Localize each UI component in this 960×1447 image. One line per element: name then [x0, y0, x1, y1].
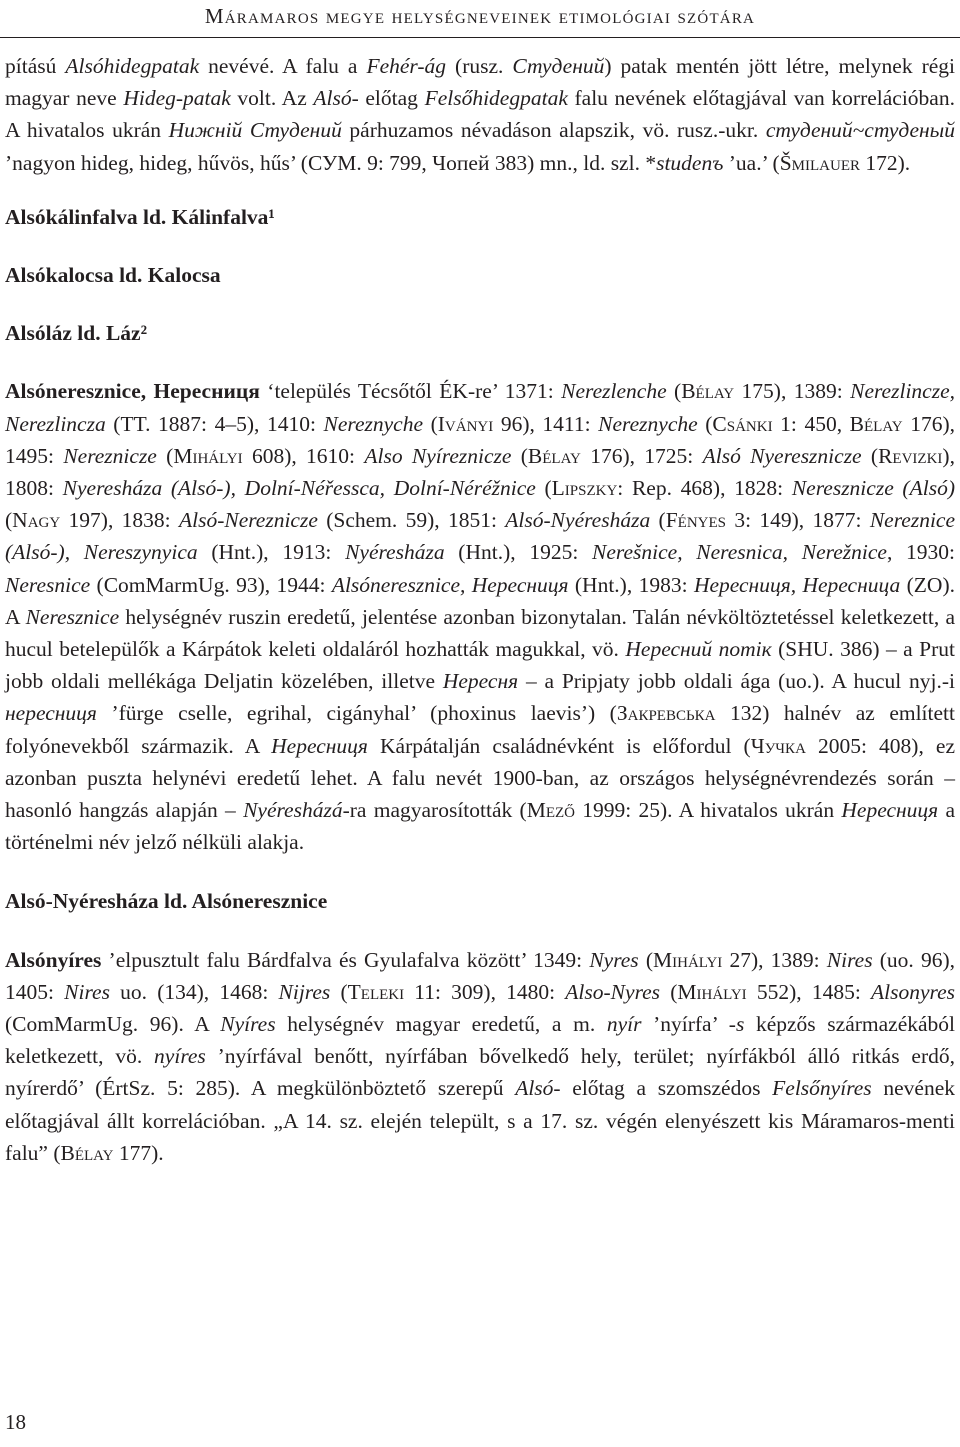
entry-text: (	[697, 411, 713, 436]
entry-text: ’nyírfával benőtt, nyírfában bővelkedő hely, terület; nyírfákból álló ritkás erdő, nyírerdő’ (ÉrtSz. 5: 285). A megkülönböztető szerepű	[5, 1044, 956, 1101]
entry-text: (	[535, 476, 552, 501]
entry-text: 176), 1725:	[580, 443, 703, 468]
entry-text: (TT. 1887: 4–5), 1410:	[105, 411, 324, 436]
italic-form: Nijres	[278, 979, 331, 1004]
entry-text: (Hnt.), 1983:	[568, 572, 694, 597]
italic-form: нересниця	[5, 701, 97, 726]
entry-text: (Hnt.), 1913:	[197, 540, 346, 565]
entry-text: ), 1808:	[5, 443, 955, 501]
entry-text: falu nevének előtagjával van korrelációban. A hivatalos ukrán	[5, 86, 955, 143]
dictionary-entry	[5, 50, 955, 179]
italic-form: Felsőhidegpatak	[424, 86, 568, 111]
headword: Alsó-Nyéresháza ld. Alsóneresznice	[5, 889, 328, 914]
italic-form: Нересниця	[841, 798, 939, 823]
headword: Alsóláz ld. Láz²	[5, 321, 148, 346]
source-citation: Nagy	[12, 508, 61, 533]
entry-text: a történelmi név jelző nélküli alakja.	[5, 798, 956, 855]
italic-form: Nereznyche	[598, 411, 698, 436]
entry-text: (SHU. 386) – a Prut jobb oldali mellékága Deljatin közelében, illetve	[5, 637, 955, 694]
entry-text: (ComMarmUg. 96). A	[5, 1012, 221, 1037]
source-citation: Iványi	[437, 411, 494, 436]
entry-text: előtag a szomszédos	[560, 1076, 773, 1101]
italic-form: Nereznicze	[63, 443, 157, 468]
entry-text: ’nyírfa’	[641, 1012, 729, 1037]
entry-text: képzős származékából keletkezett, vö.	[5, 1012, 956, 1069]
entry-text: (	[156, 443, 174, 468]
entry-text: (	[330, 979, 348, 1004]
entry-text: 2005: 408), ez azonban puszta helynévi eredetű lehet. A falu nevét 1900-ban, az országos helységnévrendezés során – hasonló hangzás alapján –	[5, 733, 956, 823]
dictionary-entry	[5, 944, 955, 1169]
cross-reference-entry	[5, 201, 955, 233]
italic-form: студений~студеный	[765, 118, 955, 143]
entry-text: volt. Az	[230, 86, 314, 111]
cross-reference-entry	[5, 317, 955, 349]
entry-text: ‘település Técsőtől ÉK-re’ 1371:	[259, 379, 562, 404]
italic-form: Hideg-patak	[123, 86, 231, 111]
entry-text: ) patak mentén jött létre, melynek régi magyar neve	[5, 54, 956, 111]
italic-form: Nereznyche	[323, 411, 424, 436]
italic-form: Neresznice	[25, 604, 120, 629]
entry-text: 172).	[860, 150, 911, 175]
source-citation: Чучка	[750, 733, 806, 758]
italic-form: Alsóneresznice, Нересниця	[331, 572, 569, 597]
italic-form: Also Nyíreznicze	[364, 443, 512, 468]
entry-text: 132) halnév az említett folyónevekből származik. A	[5, 701, 955, 758]
source-citation: Mihályi	[173, 443, 243, 468]
entry-text: : Rep. 468), 1828:	[617, 476, 792, 501]
entry-text: 11: 309), 1480:	[404, 979, 566, 1004]
entry-text: – a Pripjaty jobb oldali ága (uo.). A hucul nyj.-i	[518, 669, 956, 694]
cross-reference-entry	[5, 259, 955, 291]
source-citation: Mező	[526, 798, 575, 823]
entry-text: (	[660, 979, 678, 1004]
italic-form: Alsó-Nereznicze	[178, 508, 318, 533]
italic-form: Nires	[64, 979, 110, 1004]
italic-form: Neresznicze (Alsó)	[791, 476, 955, 501]
source-citation: Mihályi	[677, 979, 747, 1004]
entry-text: (uo. 96), 1405:	[5, 947, 955, 1004]
entry-text: helységnév magyar eredetű, a m.	[275, 1012, 607, 1037]
italic-form: Нересниця, Нересница	[693, 572, 901, 597]
source-citation: Csánki	[712, 411, 773, 436]
entry-text: nevévé. A falu a	[199, 54, 367, 78]
italic-form: Нижній Студений	[168, 118, 342, 143]
entry-text: pítású	[5, 54, 66, 78]
italic-form: studenъ	[656, 150, 724, 175]
entry-text: helységnév ruszin eredetű, jelentése azonban bizonytalan. Talán névköltöztetéssel keletkezett, a hucul betelepülők a Kárpátok keleti oldaláról hozhatták magukkal, vö.	[5, 604, 955, 662]
italic-form: Alsonyres	[871, 979, 956, 1004]
running-head: Máramaros megye helységneveinek etimológiai szótára	[204, 4, 756, 28]
italic-form: Nyéresháza	[345, 540, 445, 565]
entry-text: (	[5, 508, 13, 533]
source-citation: Bélay	[681, 379, 735, 404]
source-citation: Bélay	[60, 1140, 114, 1165]
italic-form: Alsó-	[313, 86, 359, 111]
page-number: 18	[5, 1410, 26, 1434]
entry-text: (	[638, 947, 654, 972]
entry-text: nevének előtagjával állt korrelációban. „A 14. sz. elején települt, s a 17. sz. végén elenyészett kis Máramaros-menti falu” (	[5, 1076, 955, 1165]
italic-form: nyíres	[154, 1044, 206, 1069]
entry-text: ’fürge cselle, egrihal, cigányhal’ (phoxinus laevis’) (	[96, 701, 617, 726]
cross-reference-entry	[5, 885, 955, 917]
source-citation: Bélay	[849, 411, 903, 436]
entry-text: előtag	[358, 86, 425, 111]
italic-form: Нересня	[442, 669, 519, 694]
entry-text: 176), 1495:	[5, 411, 955, 468]
italic-form: -s	[728, 1012, 745, 1037]
italic-form: Also-Nyres	[565, 979, 661, 1004]
entry-text: Kárpátalján családnévként is előfordul (	[367, 733, 751, 758]
italic-form: Nires	[826, 947, 873, 972]
entry-text: , 1930:	[886, 540, 955, 565]
italic-form: Студений	[512, 54, 605, 78]
entry-text: 552), 1485:	[746, 979, 872, 1004]
entries-body	[5, 50, 955, 1196]
entry-text: 1999: 25). A hivatalos ukrán	[574, 798, 842, 823]
source-citation: Šmilauer	[779, 150, 860, 175]
entry-text: 27), 1389:	[722, 947, 827, 972]
entry-text: (	[511, 443, 528, 468]
source-citation: Закревська	[616, 701, 716, 726]
italic-form: Нересний потік	[625, 637, 772, 662]
italic-form: Nerezlincze, Nerezlincza	[5, 379, 955, 436]
italic-form: Nereznice (Alsó-), Nereszynyica	[5, 508, 955, 565]
header-rule	[0, 37, 960, 38]
source-citation: Fényes	[665, 508, 726, 533]
dictionary-entry	[5, 375, 955, 858]
italic-form: Neresnice	[5, 572, 91, 597]
italic-form: nyír	[606, 1012, 642, 1037]
source-citation: Teleki	[347, 979, 405, 1004]
headword: Alsókalocsa ld. Kalocsa	[5, 263, 221, 288]
entry-text: (	[861, 443, 879, 468]
entry-text: (rusz.	[446, 54, 513, 78]
italic-form: Nyíres	[220, 1012, 276, 1037]
entry-text: 197), 1838:	[60, 508, 179, 533]
italic-form: Fehér-ág	[366, 54, 447, 78]
italic-form: Nerezlenche	[561, 379, 667, 404]
italic-form: Nyres	[589, 947, 639, 972]
entry-text: (ComMarmUg. 93), 1944:	[90, 572, 332, 597]
italic-form: Нересниця	[271, 733, 368, 758]
entry-text: 1: 450,	[772, 411, 850, 436]
entry-text: párhuzamos névadáson alapszik, vö. rusz.-ukr.	[341, 118, 766, 143]
entry-text: (Schem. 59), 1851:	[317, 508, 506, 533]
entry-text: 177).	[113, 1140, 164, 1165]
entry-text: (ZO). A	[5, 572, 955, 629]
italic-form: Nyéresházá	[243, 798, 343, 823]
entry-text: (	[423, 411, 438, 436]
italic-form: Felsőnyíres	[772, 1076, 872, 1101]
source-citation: Lipszky	[551, 476, 618, 501]
entry-text: 608), 1610:	[242, 443, 365, 468]
italic-form: Alsó-	[515, 1076, 561, 1101]
source-citation: Revizki	[878, 443, 943, 468]
entry-text: uo. (134), 1468:	[109, 979, 279, 1004]
entry-text: (	[650, 508, 666, 533]
source-citation: Bélay	[527, 443, 581, 468]
entry-text: 175), 1389:	[734, 379, 851, 404]
source-citation: Mihályi	[653, 947, 723, 972]
entry-text: -ra magyarosították (	[342, 798, 527, 823]
headword: Alsókálinfalva ld. Kálinfalva¹	[5, 204, 275, 229]
headword: Alsónyíres	[5, 947, 102, 972]
entry-text: (	[666, 379, 682, 404]
italic-form: Nyeresháza (Alsó-), Dolní-Néřessca, Dolní-Néréžnice	[62, 476, 536, 501]
italic-form: Alsó-Nyéresháza	[505, 508, 651, 533]
entry-text: ’ua.’ (	[723, 150, 780, 175]
italic-form: Alsó Nyeresznicze	[702, 443, 862, 468]
italic-form: Nerešnice, Neresnica, Nerežnice	[592, 540, 887, 565]
italic-form: Alsóhidegpatak	[65, 54, 200, 78]
entry-text: (Hnt.), 1925:	[444, 540, 593, 565]
entry-text: ’elpusztult falu Bárdfalva és Gyulafalva között’ 1349:	[101, 947, 590, 972]
entry-text: 3: 149), 1877:	[726, 508, 870, 533]
entry-text: ’nagyon hideg, hideg, hűvös, hűs’ (СУМ. 9: 799, Чопей 383) mn., ld. szl. *	[5, 150, 657, 175]
entry-text: 96), 1411:	[493, 411, 599, 436]
headword: Alsóneresznice, Нересниця	[5, 379, 260, 404]
